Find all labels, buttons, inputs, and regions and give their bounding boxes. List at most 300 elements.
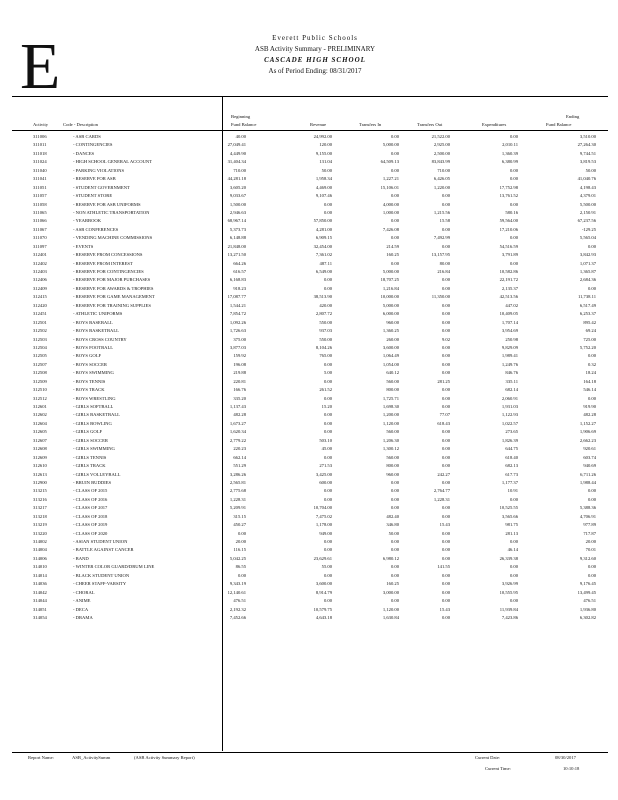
activity-description: - RESERVE FOR GAME MANAGEMENT	[73, 294, 155, 300]
activity-code: 312610	[33, 463, 47, 469]
transfers-out: 15.43	[439, 606, 450, 612]
revenue: 937.03	[319, 328, 332, 334]
transfers-in: 6,000.00	[382, 311, 399, 317]
transfers-out: 216.84	[437, 269, 450, 274]
expenditures: 54,516.59	[499, 243, 518, 249]
revenue: 0.00	[323, 412, 332, 418]
beginning-balance: 159.92	[233, 353, 246, 359]
expenditures: 6,380.99	[501, 159, 518, 165]
activity-code: 312505	[33, 353, 47, 359]
activity-description: - BATTLE AGAINST CANCER	[73, 547, 134, 553]
expenditures: 1,249.76	[501, 361, 518, 367]
activity-code: 312403	[33, 269, 47, 274]
header-rule	[12, 130, 608, 131]
beginning-balance: 86.55	[235, 564, 246, 570]
beginning-balance: 662.14	[233, 454, 246, 460]
activity-description: - GIRLS SWIMMING	[73, 446, 115, 452]
report-header	[200, 33, 430, 77]
ending-balance: 0.00	[587, 496, 596, 502]
beginning-balance: 68,967.14	[227, 218, 246, 224]
transfers-out: 0.00	[441, 572, 450, 578]
activity-description: - WINTER COLOR GUARD/DRUM LINE	[73, 564, 155, 570]
table-row	[0, 445, 618, 453]
activity-description: - RESERVE FROM CONCESSIONS	[73, 252, 143, 258]
transfers-in: 346.80	[386, 522, 399, 528]
revenue: 4,469.00	[315, 184, 332, 190]
beginning-balance: 1,620.34	[229, 429, 246, 435]
expenditures: 46.14	[507, 547, 518, 553]
activity-code: 312415	[33, 294, 47, 300]
transfers-in: 160.25	[386, 581, 399, 587]
transfers-in: 1,630.84	[382, 614, 399, 620]
col-transfers-in: Transfers In	[359, 122, 382, 127]
transfers-out: 710.00	[437, 167, 450, 173]
beginning-balance: 3,877.03	[229, 344, 246, 350]
report-description: (ASB Activity Summary Report)	[134, 755, 195, 760]
activity-code: 313219	[33, 522, 47, 528]
ending-balance: 20.00	[585, 539, 596, 544]
beginning-balance: 1,500.00	[229, 201, 246, 207]
table-row	[0, 487, 618, 495]
transfers-out: 11,350.00	[431, 294, 450, 300]
ending-balance: 0.00	[587, 564, 596, 570]
activity-code: 311024	[33, 159, 47, 165]
activity-code: 311057	[33, 193, 47, 199]
beginning-balance: 551.29	[233, 463, 246, 469]
expenditures: 2,010.11	[502, 142, 518, 148]
ending-balance: 940.69	[583, 463, 596, 469]
activity-code: 311011	[33, 142, 47, 148]
expenditures: 13,761.52	[499, 193, 518, 199]
transfers-in: 5,000.00	[382, 269, 399, 274]
ending-balance: 895.42	[583, 319, 596, 325]
beginning-balance: 2,775.68	[229, 488, 246, 494]
ending-balance: 6,253.37	[579, 311, 596, 317]
transfers-in: 260.00	[386, 336, 399, 342]
transfers-out: 0.00	[441, 539, 450, 544]
transfers-in: 1,000.00	[382, 209, 399, 215]
revenue: 45.00	[321, 446, 332, 452]
revenue: 55.00	[321, 564, 332, 570]
transfers-in: 0.00	[390, 547, 399, 553]
transfers-out: 1,220.00	[433, 184, 450, 190]
report-name-label: Report Name:	[28, 755, 54, 760]
expenditures: 9,829.09	[501, 344, 518, 350]
transfers-out: 0.00	[441, 319, 450, 325]
expenditures: 0.00	[509, 167, 518, 173]
transfers-out: 141.55	[437, 564, 450, 570]
revenue: 487.11	[319, 260, 332, 266]
revenue: 0.00	[323, 547, 332, 553]
transfers-out: 0.00	[441, 463, 450, 469]
transfers-in: 800.00	[386, 463, 399, 469]
activity-description: - DANCES	[73, 150, 95, 156]
ending-balance: 603.74	[583, 454, 596, 460]
activity-code: 311070	[33, 235, 47, 241]
table-row	[0, 319, 618, 327]
table-row	[0, 538, 618, 546]
expenditures: 846.76	[505, 370, 518, 376]
transfers-out: 2,925.00	[433, 142, 450, 148]
table-row	[0, 572, 618, 580]
activity-description: - CLASS OF 2018	[73, 513, 108, 519]
beginning-balance: 219.88	[233, 370, 246, 376]
revenue: 3,600.00	[315, 581, 332, 587]
beginning-balance: 375.00	[233, 336, 246, 342]
activity-code: 311066	[33, 218, 47, 224]
table-row	[0, 530, 618, 538]
activity-code: 312607	[33, 437, 47, 443]
expenditures: 1,177.37	[501, 479, 518, 485]
beginning-balance: 7,854.72	[229, 311, 246, 317]
expenditures: 682.14	[505, 387, 518, 393]
table-row	[0, 209, 618, 217]
beginning-balance: 616.57	[233, 269, 246, 274]
table-row	[0, 462, 618, 470]
transfers-in: 640.12	[386, 370, 399, 376]
activity-description: - DRAMA	[73, 614, 93, 620]
transfers-in: 960.00	[386, 471, 399, 477]
revenue: 0.00	[323, 539, 332, 544]
table-row	[0, 141, 618, 149]
transfers-in: 5,000.00	[382, 302, 399, 308]
expenditures: 1,989.41	[501, 353, 518, 359]
table-row	[0, 217, 618, 225]
transfers-out: 242.27	[437, 471, 450, 477]
activity-description: - CLASS OF 2017	[73, 505, 108, 511]
revenue: 8,104.26	[315, 344, 332, 350]
beginning-balance: 27,049.41	[227, 142, 246, 148]
transfers-in: 1,064.49	[382, 353, 399, 359]
transfers-in: 7,426.08	[382, 226, 399, 232]
ending-balance: 977.89	[583, 522, 596, 528]
transfers-out: 0.00	[441, 361, 450, 367]
transfers-in: 1,120.00	[382, 420, 399, 426]
expenditures: 0.00	[509, 572, 518, 578]
revenue: 0.00	[323, 277, 332, 283]
revenue: 0.00	[323, 454, 332, 460]
ending-balance: 9,744.51	[579, 150, 596, 156]
transfers-in: 0.00	[390, 488, 399, 494]
activity-code: 311067	[33, 226, 47, 232]
district-name: Everett Public Schools	[272, 34, 358, 42]
expenditures: 10,555.95	[499, 589, 518, 595]
revenue: 0.00	[323, 572, 332, 578]
revenue: 1,178.00	[315, 522, 332, 528]
activity-code: 311097	[33, 243, 47, 249]
beginning-balance: 9,033.67	[229, 193, 246, 199]
table-row	[0, 504, 618, 512]
ending-balance: 1,152.27	[579, 420, 596, 426]
table-row	[0, 403, 618, 411]
activity-description: - RESERVE FOR MAJOR PURCHASES	[73, 277, 151, 283]
beginning-balance: 6,168.83	[229, 277, 246, 283]
ending-balance: 2,684.36	[579, 277, 596, 283]
activity-description: - YEARBOOK	[73, 218, 102, 224]
ending-balance: 4,706.91	[579, 513, 596, 519]
transfers-in: 0.00	[390, 479, 399, 485]
activity-description: - BOYS CROSS COUNTRY	[73, 336, 127, 342]
ending-balance: 2,150.91	[579, 209, 596, 215]
activity-description: - RESERVE FOR TRAINING SUPPLIES	[73, 302, 151, 308]
transfers-out: 618.43	[437, 420, 450, 426]
transfers-out: 0.00	[441, 589, 450, 595]
activity-code: 312509	[33, 378, 47, 384]
expenditures: 0.00	[509, 176, 518, 182]
activity-code: 311051	[33, 184, 47, 190]
ending-balance: 50.00	[585, 167, 596, 173]
transfers-in: 0.00	[390, 598, 399, 604]
activity-description: - GIRLS GOLF	[73, 429, 103, 435]
transfers-out: 83,843.99	[431, 159, 450, 165]
ending-balance: 2,662.23	[579, 437, 596, 443]
revenue: 0.00	[323, 488, 332, 494]
ending-balance: 0.00	[587, 488, 596, 494]
beginning-balance: 3,286.26	[229, 471, 246, 477]
ending-balance: 1,936.80	[579, 606, 596, 612]
transfers-out: 0.00	[441, 395, 450, 401]
transfers-out: 2,500.00	[433, 150, 450, 156]
transfers-in: 800.00	[386, 387, 399, 393]
revenue: 10,579.75	[313, 606, 332, 612]
expenditures: 59,564.00	[499, 218, 518, 224]
ending-balance: 0.00	[587, 353, 596, 359]
revenue: 120.00	[319, 142, 332, 148]
activity-description: - ATHLETIC UNIFORMS	[73, 311, 123, 317]
transfers-out: 13,157.95	[431, 252, 450, 258]
transfers-out: 0.00	[441, 614, 450, 620]
beginning-balance: 9,343.19	[229, 581, 246, 587]
activity-description: - BOYS SWIMMING	[73, 370, 114, 376]
revenue: 600.00	[319, 479, 332, 485]
transfers-out: 0.00	[441, 201, 450, 207]
table-row	[0, 428, 618, 436]
beginning-balance: 0.00	[237, 572, 246, 578]
activity-description: - GIRLS TENNIS	[73, 454, 107, 460]
revenue: 765.00	[319, 353, 332, 359]
transfers-in: 1,206.30	[382, 437, 399, 443]
transfers-in: 1,054.00	[382, 361, 399, 367]
expenditures: 3,954.69	[501, 328, 518, 334]
activity-code: 312502	[33, 328, 47, 334]
transfers-in: 1,200.00	[382, 412, 399, 418]
revenue: 0.00	[323, 496, 332, 502]
activity-code: 312602	[33, 412, 47, 418]
report-title: ASB Activity Summary - PRELIMINARY	[254, 45, 376, 53]
transfers-out: 0.00	[441, 243, 450, 249]
revenue: 0.00	[323, 201, 332, 207]
transfers-in: 1,360.25	[382, 328, 399, 334]
ending-balance: 5,565.04	[579, 235, 596, 241]
table-row	[0, 352, 618, 360]
transfers-in: 0.00	[390, 150, 399, 156]
expenditures: 0.00	[509, 539, 518, 544]
transfers-in: 0.00	[390, 572, 399, 578]
activity-code: 312510	[33, 387, 47, 393]
transfers-out: 0.00	[441, 598, 450, 604]
activity-description: - VENDING MACHINE COMMISSIONS	[73, 235, 153, 241]
revenue: 0.00	[323, 378, 332, 384]
ending-balance: 41,040.76	[577, 176, 596, 182]
table-row	[0, 158, 618, 166]
ending-balance: 1,988.44	[579, 479, 596, 485]
beginning-balance: 13,271.50	[227, 252, 246, 258]
revenue: 0.00	[323, 285, 332, 291]
transfers-in: 214.59	[386, 243, 399, 249]
table-row	[0, 580, 618, 588]
ending-balance: 0.00	[587, 285, 596, 291]
ending-balance: 476.51	[583, 598, 596, 604]
expenditures: 281.13	[505, 530, 518, 536]
revenue: 0.00	[323, 395, 332, 401]
beginning-balance: 20.00	[235, 539, 246, 544]
table-row	[0, 192, 618, 200]
beginning-balance: 220.23	[233, 446, 246, 452]
activity-description: - ASB CONFERENCES	[73, 226, 119, 232]
revenue: 50.00	[321, 167, 332, 173]
activity-description: - PARKING VIOLATIONS	[73, 167, 125, 173]
activity-code: 314054	[33, 614, 47, 620]
ending-balance: 9,176.45	[579, 581, 596, 587]
activity-code: 313218	[33, 513, 47, 519]
ending-balance: 11,738.11	[577, 294, 596, 300]
ending-balance: 0.00	[587, 395, 596, 401]
table-row	[0, 226, 618, 234]
expenditures: 3,565.66	[501, 513, 518, 519]
beginning-balance: 335.20	[233, 395, 246, 401]
ending-balance: 6,302.82	[579, 614, 596, 620]
beginning-balance: 2,779.22	[229, 437, 246, 443]
transfers-in: 1,216.84	[382, 285, 399, 291]
activity-code: 312605	[33, 429, 47, 435]
transfers-in: 3,000.00	[382, 589, 399, 595]
expenditures: 10.91	[507, 488, 518, 494]
col-beginning-1: Beginning	[231, 114, 251, 119]
current-date-value: 08/30/2017	[555, 755, 576, 760]
activity-code: 314014	[33, 572, 47, 578]
transfers-out: 0.00	[441, 370, 450, 376]
transfers-out: 1,215.56	[433, 209, 450, 215]
beginning-balance: 1,092.26	[229, 319, 246, 325]
table-row	[0, 420, 618, 428]
beginning-balance: 3,605.20	[229, 184, 246, 190]
ending-balance: 18.24	[585, 370, 596, 376]
beginning-balance: 6,148.88	[229, 235, 246, 241]
beginning-balance: 5,373.73	[229, 226, 246, 232]
table-row	[0, 395, 618, 403]
expenditures: 2,135.37	[501, 285, 518, 291]
transfers-in: 1,698.30	[382, 404, 399, 409]
beginning-balance: 4,449.90	[229, 150, 246, 156]
expenditures: 273.65	[505, 429, 518, 435]
transfers-out: 0.00	[441, 311, 450, 317]
ending-balance: 67,237.56	[577, 218, 596, 224]
expenditures: 617.73	[505, 471, 518, 477]
activity-description: - ASB CARDS	[73, 134, 101, 139]
transfers-in: 560.00	[386, 454, 399, 460]
table-row	[0, 614, 618, 622]
ending-balance: 5,752.20	[579, 344, 596, 350]
table-row	[0, 327, 618, 335]
beginning-balance: 2,192.32	[229, 606, 246, 612]
beginning-balance: 31,404.34	[227, 159, 246, 165]
activity-description: - BOYS WRESTLING	[73, 395, 116, 401]
transfers-in: 960.00	[386, 319, 399, 325]
col-ending-2: Fund Balance	[546, 122, 572, 127]
transfers-out: 7,492.99	[433, 235, 450, 241]
ending-balance: 3,510.00	[579, 134, 596, 139]
activity-code: 312608	[33, 446, 47, 452]
ending-balance: 919.90	[583, 404, 596, 409]
transfers-in: 482.40	[386, 513, 399, 519]
revenue: 10,704.00	[313, 505, 332, 511]
revenue: 9,155.00	[315, 150, 332, 156]
revenue: 0.00	[323, 598, 332, 604]
revenue: 7,361.02	[315, 252, 332, 258]
transfers-out: 0.00	[441, 581, 450, 587]
revenue: 949.00	[319, 530, 332, 536]
activity-code: 312512	[33, 395, 47, 401]
beginning-balance: 116.15	[233, 547, 246, 553]
expenditures: 0.00	[509, 201, 518, 207]
col-beginning-2: Fund Balance	[231, 122, 257, 127]
activity-description: - RESERVE FOR CONTINGENCIES	[73, 269, 144, 274]
table-row	[0, 546, 618, 554]
transfers-out: 0.00	[441, 479, 450, 485]
activity-description: - BAND	[73, 555, 89, 561]
transfers-out: 0.00	[441, 429, 450, 435]
transfers-out: 2,764.77	[433, 488, 450, 494]
revenue: 550.00	[319, 336, 332, 342]
expenditures: 0.00	[509, 134, 518, 139]
revenue: 6,909.15	[315, 235, 332, 241]
expenditures: 1,122.93	[501, 412, 518, 418]
revenue: 4,281.00	[315, 226, 332, 232]
activity-description: - ASIAN STUDENT UNION	[73, 539, 128, 544]
beginning-balance: 1,673.27	[229, 420, 246, 426]
expenditures: 10,525.55	[499, 505, 518, 511]
activity-code: 312406	[33, 277, 47, 283]
expenditures: 1,360.39	[501, 150, 518, 156]
table-row	[0, 496, 618, 504]
current-date-label: Current Date:	[475, 755, 501, 760]
ending-balance: 482.28	[583, 412, 596, 418]
beginning-balance: 1,137.43	[229, 404, 246, 409]
table-row	[0, 479, 618, 487]
expenditures: 682.13	[505, 463, 518, 469]
ending-balance: 1,365.87	[579, 269, 596, 274]
beginning-balance: 1,544.21	[229, 302, 246, 308]
transfers-out: 80.00	[439, 260, 450, 266]
expenditures: 3,791.89	[501, 252, 518, 258]
activity-code: 312503	[33, 336, 47, 342]
expenditures: 0.00	[509, 260, 518, 266]
revenue: 32,454.00	[313, 243, 332, 249]
transfers-in: 0.00	[390, 167, 399, 173]
ending-balance: 3,842.93	[579, 252, 596, 258]
activity-description: - STUDENT STORE	[73, 193, 113, 199]
transfers-out: 6,426.05	[433, 176, 450, 182]
revenue: 8,914.79	[315, 589, 332, 595]
activity-description: - BRUIN BUDDIES	[73, 479, 112, 485]
expenditures: 10,582.86	[499, 269, 518, 274]
col-expenditures: Expenditures	[482, 122, 507, 127]
activity-code: 312409	[33, 285, 47, 291]
revenue: 0.00	[323, 361, 332, 367]
activity-description: - ANIME	[73, 598, 91, 604]
ending-balance: 0.00	[587, 572, 596, 578]
revenue: 5.00	[323, 370, 332, 376]
